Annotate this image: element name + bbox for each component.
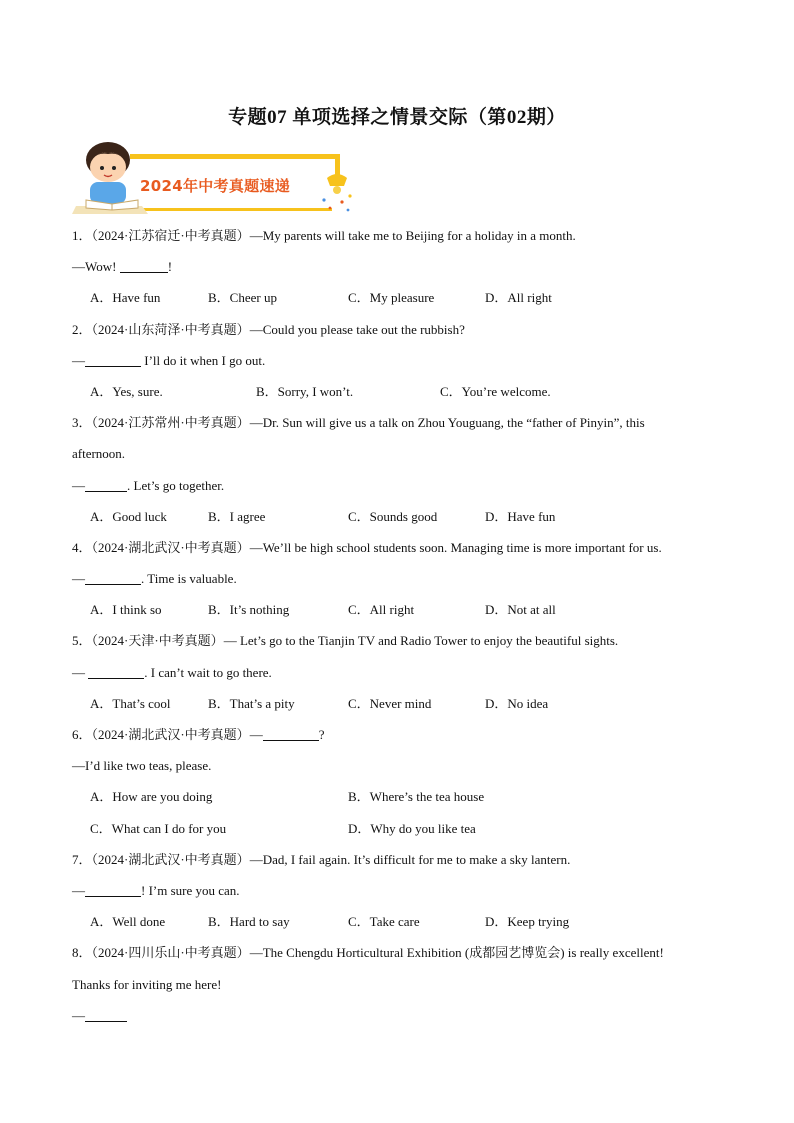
answer-blank (263, 726, 319, 741)
question-3-options (72, 505, 722, 536)
option-b: B．That’s a pity (208, 695, 295, 711)
option-a: A．That’s cool (90, 695, 171, 711)
question-6-options-row2 (72, 817, 722, 848)
answer-blank (85, 882, 141, 897)
question-6-reply: —I’d like two teas, please. (72, 758, 212, 774)
option-b: B．Cheer up (208, 290, 277, 306)
question-8-stem-cont: Thanks for inviting me here! (72, 976, 222, 992)
option-c: C．All right (348, 602, 415, 618)
question-2-options (72, 380, 722, 411)
question-5-stem: 5．（2024·天津·中考真题）— Let’s go to the Tianjin TV and Radio Tower to enjoy the beautiful sights. (72, 633, 619, 649)
option-a: A．Well done (90, 914, 166, 930)
page-title: 专题07 单项选择之情景交际（第02期） (228, 107, 566, 128)
answer-blank (85, 477, 127, 492)
question-list (72, 224, 722, 1035)
banner-label: 2024年中考真题速递 (140, 177, 291, 195)
option-c: C．You’re welcome. (440, 383, 551, 399)
answer-blank (85, 1007, 127, 1022)
question-3-stem-cont: afternoon. (72, 446, 126, 462)
question-1-reply: —Wow! ! (72, 259, 173, 275)
option-a: A．Yes, sure. (90, 383, 163, 399)
option-d: D．Why do you like tea (348, 820, 476, 836)
question-6-options-row1 (72, 785, 722, 816)
option-c: C．Take care (348, 914, 420, 930)
option-d: D．No idea (485, 695, 549, 711)
option-d: D．Not at all (485, 602, 556, 618)
option-a: A．How are you doing (90, 789, 213, 805)
question-7-reply: — ! I’m sure you can. (72, 882, 240, 898)
question-7-stem: 7．（2024·湖北武汉·中考真题）—Dad, I fail again. It’s difficult for me to make a sky lantern. (72, 851, 571, 867)
question-2-stem: 2．（2024·山东菏泽·中考真题）—Could you please take out the rubbish? (72, 321, 465, 337)
answer-blank (88, 664, 144, 679)
question-1-stem: 1．（2024·江苏宿迁·中考真题）—My parents will take me to Beijing for a holiday in a month. (72, 228, 576, 243)
question-8-reply: — (72, 1004, 722, 1035)
question-3-stem: 3．（2024·江苏常州·中考真题）—Dr. Sun will give us a talk on Zhou Youguang, the “father of Pinyin”, this (72, 415, 645, 431)
question-5-reply: — . I can’t wait to go there. (72, 664, 272, 680)
question-4-options (72, 598, 722, 629)
question-3-reply: — . Let’s go together. (72, 477, 225, 493)
option-b: B．Where’s the tea house (348, 789, 485, 805)
question-4-reply: — . Time is valuable. (72, 571, 237, 587)
option-a: A．I think so (90, 602, 162, 618)
option-b: B．Hard to say (208, 914, 290, 930)
option-c: C．Sounds good (348, 508, 438, 524)
option-d: D．All right (485, 290, 552, 306)
question-4-stem: 4．（2024·湖北武汉·中考真题）—We’ll be high school students soon. Managing time is more important for us. (72, 539, 662, 555)
question-5-options (72, 692, 722, 723)
option-d: D．Keep trying (485, 914, 570, 930)
option-c: C．What can I do for you (90, 820, 227, 836)
option-c: C．Never mind (348, 695, 432, 711)
question-6-stem: 6．（2024·湖北武汉·中考真题）— ? (72, 727, 325, 742)
option-b: B．It’s nothing (208, 602, 290, 618)
question-1-options (72, 286, 722, 317)
question-2-reply: — I’ll do it when I go out. (72, 352, 266, 368)
question-8-stem: 8．（2024·四川乐山·中考真题）—The Chengdu Horticultural Exhibition (成都园艺博览会) is really excellent! (72, 945, 664, 961)
option-d: D．Have fun (485, 508, 556, 524)
question-7-options (72, 910, 722, 941)
answer-blank (85, 570, 141, 585)
option-b: B．Sorry, I won’t. (256, 383, 354, 399)
option-c: C．My pleasure (348, 290, 435, 306)
option-b: B．I agree (208, 508, 266, 524)
option-a: A．Good luck (90, 508, 167, 524)
answer-blank (85, 352, 141, 367)
answer-blank (120, 258, 168, 273)
option-a: A．Have fun (90, 290, 161, 306)
